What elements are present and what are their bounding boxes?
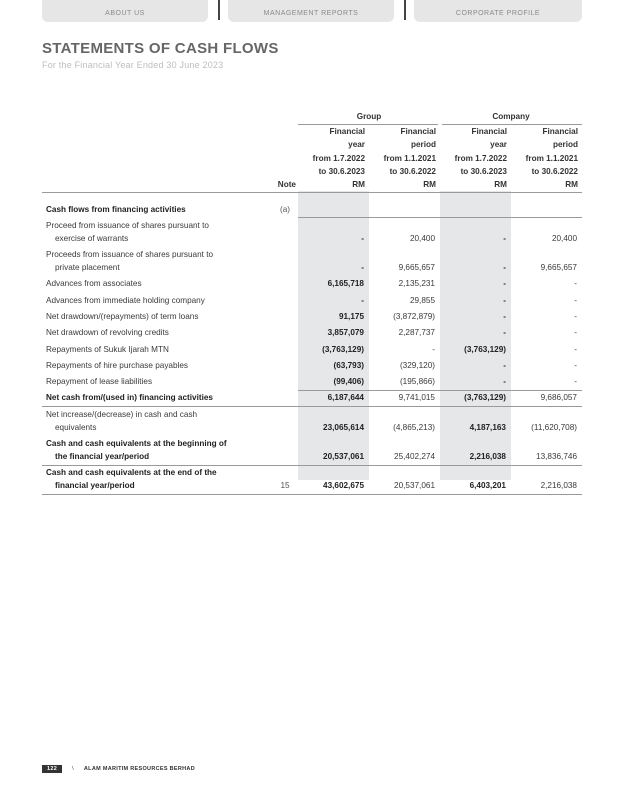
page-number: 122 xyxy=(42,765,62,773)
table-row xyxy=(42,277,582,292)
value-cell: 9,665,657 xyxy=(540,263,577,273)
column-header-line: to 30.6.2022 xyxy=(531,166,578,176)
value-cell: (3,872,879) xyxy=(393,311,435,321)
column-header-line: from 1.1.2021 xyxy=(383,153,436,163)
value-cell: - xyxy=(574,328,577,338)
value-cell: (195,866) xyxy=(399,377,435,387)
value-cell: 9,741,015 xyxy=(398,393,435,403)
row-label xyxy=(46,437,271,463)
value-cell: 9,665,657 xyxy=(398,263,435,273)
column-header-4 xyxy=(511,125,578,191)
row-rule xyxy=(298,217,582,218)
value-cell: - xyxy=(574,295,577,305)
row-label xyxy=(46,359,271,372)
value-cell: 13,836,746 xyxy=(536,451,577,461)
row-label-line: Advances from associates xyxy=(46,279,142,289)
column-header-line: Financial xyxy=(329,127,365,136)
table-row xyxy=(42,408,582,436)
value-cell: 2,287,737 xyxy=(398,328,435,338)
column-header-line: period xyxy=(410,140,436,150)
row-label xyxy=(46,219,271,245)
footer-separator: \ xyxy=(72,766,74,772)
column-header-1 xyxy=(298,125,365,191)
column-header-line: to 30.6.2023 xyxy=(460,166,507,176)
table-row xyxy=(42,248,582,276)
footer-company-name: ALAM MARITIM RESOURCES BERHAD xyxy=(83,766,195,772)
column-header-line: to 30.6.2022 xyxy=(389,166,436,176)
row-label-line: Cash and cash equivalents at the beginning of xyxy=(46,438,227,448)
value-cell: - xyxy=(574,311,577,321)
tab-corporate-profile[interactable]: CORPORATE PROFILE xyxy=(414,0,582,22)
top-nav xyxy=(42,0,582,22)
value-cell: 20,400 xyxy=(409,234,435,244)
row-label-line: Cash and cash equivalents at the end of the xyxy=(46,467,217,477)
row-label xyxy=(46,277,271,290)
value-cell: (99,406) xyxy=(333,377,364,387)
value-cell: (63,793) xyxy=(333,360,364,370)
value-cell: (11,620,708) xyxy=(531,422,577,432)
table-row xyxy=(42,343,582,358)
row-note: (a) xyxy=(279,205,290,214)
value-cell: (4,865,213) xyxy=(393,422,435,432)
table-row xyxy=(42,326,582,341)
column-header-line: Financial xyxy=(542,127,578,136)
table-row xyxy=(42,219,582,247)
column-header-line: year xyxy=(490,140,507,150)
value-cell: 91,175 xyxy=(338,311,364,321)
row-label xyxy=(46,248,271,274)
value-cell: - xyxy=(361,263,364,273)
value-cell: 29,855 xyxy=(409,295,435,305)
row-label-line: Repayment of lease liabilities xyxy=(46,377,153,387)
column-header-line: Financial xyxy=(400,127,436,136)
table-row xyxy=(42,391,582,406)
row-label-line: Proceed from issuance of shares pursuant to xyxy=(46,221,209,231)
company-header: Company xyxy=(492,112,530,121)
value-cell: - xyxy=(503,263,506,273)
table-row xyxy=(42,359,582,374)
value-cell: (3,763,129) xyxy=(322,344,364,354)
row-label xyxy=(46,343,271,356)
value-cell: - xyxy=(503,234,506,244)
value-cell: - xyxy=(503,279,506,289)
column-header-line: period xyxy=(552,140,578,150)
value-cell: - xyxy=(503,360,506,370)
row-label xyxy=(46,391,271,404)
column-header-line: RM xyxy=(423,180,436,190)
value-cell: - xyxy=(574,279,577,289)
value-cell: 2,216,038 xyxy=(540,480,577,490)
row-label-line: private placement xyxy=(55,263,120,273)
value-cell: - xyxy=(361,234,364,244)
row-label-line: equivalents xyxy=(55,422,97,432)
column-header-2 xyxy=(369,125,436,191)
column-header-line: to 30.6.2023 xyxy=(318,166,365,176)
value-cell: 4,187,163 xyxy=(469,422,506,432)
value-cell: 3,857,079 xyxy=(327,328,364,338)
row-label-line: Repayments of Sukuk Ijarah MTN xyxy=(46,344,169,354)
column-header-line: year xyxy=(348,140,365,150)
row-label-line: Advances from immediate holding company xyxy=(46,295,205,305)
tab-management-reports[interactable]: MANAGEMENT REPORTS xyxy=(228,0,394,22)
value-cell: 2,216,038 xyxy=(469,451,506,461)
row-label-line: exercise of warrants xyxy=(55,234,129,244)
value-cell: - xyxy=(503,328,506,338)
value-cell: 43,602,675 xyxy=(323,480,364,490)
row-label-line: Net drawdown/(repayments) of term loans xyxy=(46,311,199,321)
table-row xyxy=(42,203,582,218)
row-label-line: financial year/period xyxy=(55,480,135,490)
column-header-line: RM xyxy=(352,180,365,190)
tab-divider xyxy=(218,0,220,20)
value-cell: 2,135,231 xyxy=(398,279,435,289)
table-row xyxy=(42,466,582,494)
value-cell: 20,537,061 xyxy=(394,480,435,490)
note-header: Note xyxy=(277,180,296,189)
row-label-line: the financial year/period xyxy=(55,451,150,461)
row-label-line: Net cash from/(used in) financing activities xyxy=(46,393,213,403)
row-rule xyxy=(42,494,582,495)
table-row xyxy=(42,437,582,465)
value-cell: 20,537,061 xyxy=(323,451,364,461)
row-label-line: Repayments of hire purchase payables xyxy=(46,360,188,370)
row-label xyxy=(46,310,271,323)
row-label xyxy=(46,466,271,492)
table-row xyxy=(42,375,582,390)
value-cell: 6,165,718 xyxy=(327,279,364,289)
page-subtitle: For the Financial Year Ended 30 June 2023 xyxy=(42,60,224,70)
row-label xyxy=(46,203,271,216)
value-cell: (3,763,129) xyxy=(464,393,506,403)
value-cell: - xyxy=(503,295,506,305)
value-cell: 23,065,614 xyxy=(323,422,364,432)
row-note: 15 xyxy=(280,480,290,490)
page-footer xyxy=(42,765,195,773)
value-cell: 9,686,057 xyxy=(540,393,577,403)
column-header-3 xyxy=(440,125,507,191)
table-row xyxy=(42,294,582,309)
header-rule xyxy=(42,192,582,193)
value-cell: (3,763,129) xyxy=(464,344,506,354)
value-cell: - xyxy=(503,377,506,387)
row-label xyxy=(46,326,271,339)
value-cell: - xyxy=(503,311,506,321)
tab-divider xyxy=(404,0,406,20)
row-label-line: Net increase/(decrease) in cash and cash xyxy=(46,409,198,419)
tab-about-us[interactable]: ABOUT US xyxy=(42,0,208,22)
row-label-line: Cash flows from financing activities xyxy=(46,205,186,214)
row-label-line: Net drawdown of revolving credits xyxy=(46,328,169,338)
value-cell: - xyxy=(574,360,577,370)
column-header-line: from 1.7.2022 xyxy=(312,153,365,163)
page-title: STATEMENTS OF CASH FLOWS xyxy=(42,40,279,57)
column-header-line: RM xyxy=(494,180,507,190)
value-cell: (329,120) xyxy=(399,360,435,370)
row-label-line: Proceeds from issuance of shares pursuant to xyxy=(46,250,214,260)
row-label xyxy=(46,294,271,307)
column-header-line: Financial xyxy=(471,127,507,136)
group-header: Group xyxy=(356,112,382,121)
table-row xyxy=(42,310,582,325)
value-cell: - xyxy=(574,344,577,354)
value-cell: - xyxy=(361,295,364,305)
column-header-line: from 1.1.2021 xyxy=(525,153,578,163)
value-cell: - xyxy=(432,344,435,354)
value-cell: 20,400 xyxy=(551,234,577,244)
value-cell: 25,402,274 xyxy=(394,451,435,461)
value-cell: 6,187,644 xyxy=(327,393,364,403)
value-cell: 6,403,201 xyxy=(469,480,506,490)
row-label xyxy=(46,408,271,434)
column-header-line: RM xyxy=(565,180,578,190)
column-header-line: from 1.7.2022 xyxy=(454,153,507,163)
value-cell: - xyxy=(574,377,577,387)
row-label xyxy=(46,375,271,388)
